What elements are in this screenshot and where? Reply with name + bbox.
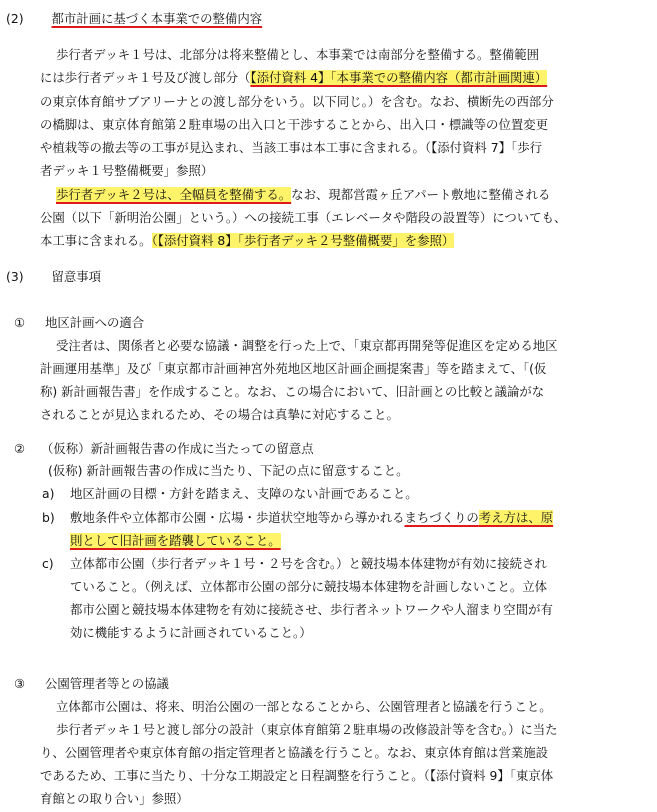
section-3-heading: 留意事項	[51, 269, 102, 284]
list-item-b-cont	[70, 530, 281, 553]
paragraph-line: や植栽等の撤去等の工事が見込まれ、当該工事は本工事に含まれる。（【添付資料 7】「歩行	[40, 140, 542, 155]
item-2-heading-row	[14, 438, 314, 461]
paragraph-line: り、公園管理者や東京体育館の指定管理者と協議を行うこと。なお、東京体育館は営業施設	[40, 745, 549, 760]
item-3-number: ③	[14, 676, 26, 691]
attachment-ref-4: 【添付資料 4】「本事業での整備内容（都市計画関連）	[250, 70, 548, 85]
paragraph-line: 称) 新計画報告書」を作成すること。なお、この場合において、旧計画との比較と議論がな	[40, 384, 545, 399]
paragraph-line: 都市公園と競技場本体建物を有効に接続させ、歩行者ネットワークや人溜まり空間が有	[70, 602, 553, 617]
attachment-ref-8: （【添付資料 8】「歩行者デッキ２号整備概要」を参照）	[151, 233, 455, 248]
paragraph-line: 立体都市公園は、将来、明治公園の一部となることから、公園管理者と協議を行うこと。	[56, 699, 552, 714]
highlight-text: 則として旧計画を踏襲していること。	[70, 533, 281, 548]
paragraph-line: 歩行者デッキ１号は、北部分は将来整備とし、本事業では南部分を整備する。整備範囲	[56, 47, 539, 62]
paragraph-line: 本工事に含まれる。（【添付資料 8】「歩行者デッキ２号整備概要」を参照）	[40, 233, 455, 248]
section-3-number: (3)	[6, 269, 24, 284]
item-2-number: ②	[14, 441, 26, 456]
section-2-heading-row	[6, 8, 262, 31]
paragraph-line: 受注者は、関係者と必要な協議・調整を行った上で、「東京都再開発等促進区を定める地区	[56, 338, 558, 353]
paragraph-line: 歩行者デッキ１号と渡し部分の設計（東京体育館第２駐車場の改修設計等を含む。）に当た	[56, 722, 558, 737]
section-2-heading: 都市計画に基づく本事業での整備内容	[51, 11, 263, 26]
list-item-b: b) 敷地条件や立体都市公園・広場・歩道状空地等から導かれるまちづくりの考え方は、原	[42, 510, 554, 525]
item-3-heading-row	[14, 673, 169, 696]
list-item-a: a) 地区計画の目標・方針を踏まえ、支障のない計画であること。	[42, 486, 418, 501]
paragraph-line: には歩行者デッキ１号及び渡し部分（【添付資料 4】「本事業での整備内容（都市計画関連）	[40, 70, 548, 85]
paragraph-line: 公園（以下「新明治公園」という。）への接続工事（エレベータや階段の設置等）についても、	[40, 210, 567, 225]
paragraph-line: であるため、工事に当たり、十分な工期設定と日程調整を行うこと。（【添付資料 9】「東京体	[40, 768, 554, 783]
paragraph-line: 計画運用基準」及び「東京都市計画神宮外苑地区地区計画企画提案書」等を踏まえて、「(仮	[40, 361, 547, 376]
section-3-heading-row	[6, 266, 101, 289]
paragraph-line: ていること。（例えば、立体都市公園の部分に競技場本体建物を計画しないこと。立体	[70, 579, 548, 594]
paragraph-line: の橋脚は、東京体育館第２駐車場の出入口と干渉することから、出入口・標識等の位置変更	[40, 117, 549, 132]
highlight-text: 考え方は、原	[478, 510, 554, 525]
underlined-text: まちづくりの	[404, 510, 479, 525]
section-2-number: (2)	[6, 11, 24, 26]
list-item-c: c) 立体都市公園（歩行者デッキ１号・２号を含む。）と競技場本体建物が有効に接続され	[42, 556, 547, 571]
item-1-title: 地区計画への適合	[45, 315, 145, 330]
paragraph-line: 者デッキ１号整備概要」参照）	[40, 163, 214, 178]
paragraph-line: の東京体育館サブアリーナとの渡し部分をいう。以下同じ。）を含む。なお、横断先の西部分	[40, 94, 554, 109]
paragraph-line: 効に機能するように計画されていること。）	[70, 625, 312, 640]
paragraph-line: 歩行者デッキ２号は、全幅員を整備する。なお、現都営霞ヶ丘アパート敷地に整備される	[56, 187, 551, 202]
highlight-full-width: 歩行者デッキ２号は、全幅員を整備する。	[56, 187, 292, 202]
item-1-heading-row	[14, 312, 144, 335]
item-2-title: （仮称）新計画報告書の作成に当たっての留意点	[41, 441, 314, 456]
item-1-number: ①	[14, 315, 26, 330]
paragraph-line: (仮称) 新計画報告書の作成に当たり、下記の点に留意すること。	[48, 463, 409, 478]
paragraph-line: 育館との取り合い」参照）	[40, 791, 189, 806]
item-3-title: 公園管理者等との協議	[45, 676, 169, 691]
paragraph-line: されることが見込まれるため、その場合は真摯に対応すること。	[40, 407, 399, 422]
